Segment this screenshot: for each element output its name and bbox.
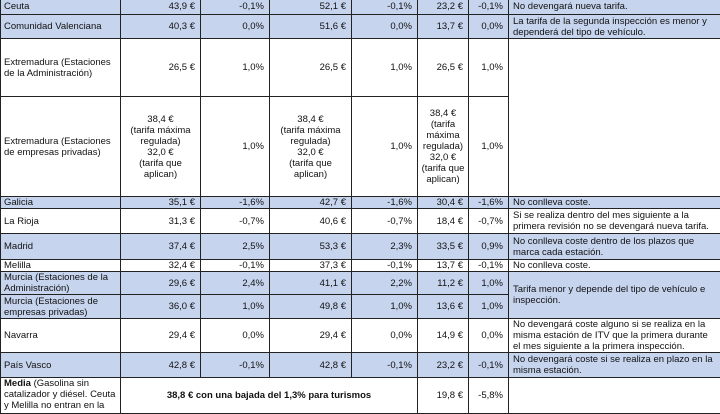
table-row — [1, 39, 720, 97]
tariff-1-cell: 35,1 € — [121, 197, 201, 209]
tariff-line: (tarifa máxima — [130, 124, 191, 136]
region-cell: Extremadura (Estaciones de la Administración) — [1, 39, 121, 97]
region-cell: Galicia — [1, 197, 121, 209]
note-cell — [509, 39, 720, 197]
change-1-cell: -1,6% — [201, 197, 270, 209]
tariff-2-cell — [270, 97, 352, 197]
change-1-cell: 1,0% — [201, 39, 270, 97]
change-3-cell: 1,0% — [469, 272, 509, 295]
change-1-cell: -0,1% — [201, 0, 270, 15]
tariff-3-cell: 13,7 € — [418, 260, 469, 272]
tariff-2-cell: 41,1 € — [270, 272, 352, 295]
change-2-cell: 0,0% — [352, 15, 418, 39]
change-2-cell: -0,1% — [352, 260, 418, 272]
tariff-2-cell: 42,7 € — [270, 197, 352, 209]
tariff-3-cell: 18,4 € — [418, 209, 469, 234]
tariff-1-cell: 40,3 € — [121, 15, 201, 39]
region-cell: País Vasco — [1, 353, 121, 378]
tariff-line: regulada) — [422, 141, 464, 152]
tariff-3-cell: 30,4 € — [418, 197, 469, 209]
change-3-cell: 0,0% — [469, 319, 509, 353]
tariff-1-cell: 31,3 € — [121, 209, 201, 234]
tariff-3-cell — [418, 97, 469, 197]
tariff-1-cell: 29,4 € — [121, 319, 201, 353]
empty-cell — [509, 378, 720, 414]
tariff-1-cell: 42,8 € — [121, 353, 201, 378]
note-cell: No devengará nueva tarifa. — [509, 0, 720, 15]
tariff-1-cell: 37,4 € — [121, 234, 201, 260]
tariff-1-cell: 26,5 € — [121, 39, 201, 97]
note-cell: No conlleva coste. — [509, 197, 720, 209]
table-row — [1, 353, 720, 378]
tariff-1-cell: 36,0 € — [121, 295, 201, 319]
tariff-1-cell: 43,9 € — [121, 0, 201, 15]
tariff-line: aplican) — [426, 174, 460, 185]
tariff-3-cell: 11,2 € — [418, 272, 469, 295]
note-cell: No conlleva coste. — [509, 260, 720, 272]
region-cell: Extremadura (Estaciones de empresas privadas) — [1, 97, 121, 197]
note-cell: No conlleva coste dentro de los plazos que marca cada estación. — [509, 234, 720, 260]
region-cell: Navarra — [1, 319, 121, 353]
tariff-3-cell: 33,5 € — [418, 234, 469, 260]
change-3-cell: 1,0% — [469, 295, 509, 319]
change-2-cell: 0,0% — [352, 319, 418, 353]
region-cell: Melilla — [1, 260, 121, 272]
change-2-cell: 1,0% — [352, 39, 418, 97]
change-1-cell: 0,0% — [201, 319, 270, 353]
change-3-cell: 0,9% — [469, 234, 509, 260]
tariff-line: (tarifa que — [421, 163, 465, 174]
change-2-cell: 2,3% — [352, 234, 418, 260]
tariff-3-cell: 26,5 € — [418, 39, 469, 97]
change-2-cell: -0,1% — [352, 0, 418, 15]
region-cell: Madrid — [1, 234, 121, 260]
change-3-cell: 1,0% — [469, 97, 509, 197]
average-change-3: -5,8% — [469, 378, 509, 414]
note-cell: No devengará coste si se realiza en plazo en la misma estación. — [509, 353, 720, 378]
table-row — [1, 319, 720, 353]
table-row — [1, 260, 720, 272]
change-1-cell: 1,0% — [201, 97, 270, 197]
tariff-2-cell: 51,6 € — [270, 15, 352, 39]
tariff-line: (tarifa que — [289, 157, 332, 169]
note-cell: La tarifa de la segunda inspección es menor y dependerá del tipo de vehículo. — [509, 15, 720, 39]
change-1-cell: -0,7% — [201, 209, 270, 234]
change-2-cell: -0,7% — [352, 209, 418, 234]
change-3-cell: 1,0% — [469, 39, 509, 97]
change-3-cell: -0,1% — [469, 0, 509, 15]
region-cell: Murcia (Estaciones de empresas privadas) — [1, 295, 121, 319]
tariff-1-cell: 32,4 € — [121, 260, 201, 272]
tariff-line: aplican) — [293, 168, 328, 180]
change-3-cell: -0,7% — [469, 209, 509, 234]
region-cell: La Rioja — [1, 209, 121, 234]
table-row — [1, 234, 720, 260]
tariff-2-cell: 42,8 € — [270, 353, 352, 378]
tariff-line: 38,4 € — [429, 108, 457, 119]
average-tariff-3: 19,8 € — [418, 378, 469, 414]
tariff-2-cell: 52,1 € — [270, 0, 352, 15]
tariff-line: 38,4 € — [147, 113, 174, 125]
region-cell: Ceuta — [1, 0, 121, 15]
change-2-cell: 2,2% — [352, 272, 418, 295]
footer-row — [1, 378, 720, 414]
change-3-cell: -0,1% — [469, 353, 509, 378]
change-1-cell: 2,5% — [201, 234, 270, 260]
change-2-cell: -1,6% — [352, 197, 418, 209]
table-body — [1, 0, 720, 414]
change-2-cell: 1,0% — [352, 97, 418, 197]
change-1-cell: 0,0% — [201, 15, 270, 39]
change-1-cell: 1,0% — [201, 295, 270, 319]
tariff-2-cell: 40,6 € — [270, 209, 352, 234]
tariff-line: regulada) — [140, 135, 181, 147]
average-label — [1, 378, 121, 414]
region-cell: Comunidad Valenciana — [1, 15, 121, 39]
average-label-bold: Media — [4, 378, 31, 389]
change-1-cell: -0,1% — [201, 353, 270, 378]
tariff-2-cell: 26,5 € — [270, 39, 352, 97]
note-cell: Si se realiza dentro del mes siguiente a la primera revisión no se devengará nueva tarifa. — [509, 209, 720, 234]
tariff-line: 32,0 € — [297, 146, 324, 158]
table-row — [1, 272, 720, 295]
tariff-3-cell: 13,6 € — [418, 295, 469, 319]
tariff-line: (tarifa — [430, 119, 456, 130]
tariff-line: 32,0 € — [429, 152, 457, 163]
table-row — [1, 15, 720, 39]
average-summary: 38,8 € con una bajada del 1,3% para turismos — [121, 378, 418, 414]
table-row — [1, 0, 720, 15]
tariff-3-cell: 14,9 € — [418, 319, 469, 353]
change-3-cell: -1,6% — [469, 197, 509, 209]
tariff-line: regulada) — [290, 135, 331, 147]
change-1-cell: 2,4% — [201, 272, 270, 295]
change-3-cell: 0,0% — [469, 15, 509, 39]
tariff-3-cell: 23,2 € — [418, 0, 469, 15]
note-cell: No devengará coste alguno si se realiza en la misma estación de ITV que la primera durante el mes siguiente a la primera inspección. — [509, 319, 720, 353]
tariff-line: máxima — [426, 130, 460, 141]
tariff-2-cell: 53,3 € — [270, 234, 352, 260]
table-row — [1, 197, 720, 209]
table-row — [1, 209, 720, 234]
region-cell: Murcia (Estaciones de la Administración) — [1, 272, 121, 295]
tariff-2-cell: 49,8 € — [270, 295, 352, 319]
tariff-line: aplican) — [143, 168, 178, 180]
tariff-3-cell: 23,2 € — [418, 353, 469, 378]
tariff-line: (tarifa que — [139, 157, 182, 169]
change-2-cell: -0,1% — [352, 353, 418, 378]
change-1-cell: -0,1% — [201, 260, 270, 272]
note-cell: Tarifa menor y depende del tipo de vehículo e inspección. — [509, 272, 720, 319]
tariff-line: 32,0 € — [147, 146, 174, 158]
tariff-line: (tarifa máxima — [280, 124, 341, 136]
tariff-1-cell: 29,6 € — [121, 272, 201, 295]
tariff-3-cell: 13,7 € — [418, 15, 469, 39]
change-2-cell: 1,0% — [352, 295, 418, 319]
tariff-2-cell: 37,3 € — [270, 260, 352, 272]
average-label-rest: (Gasolina sin catalizador y diésel. Ceuta y Melilla no entran en la — [4, 378, 116, 411]
change-3-cell: -0,1% — [469, 260, 509, 272]
tariff-line: 38,4 € — [297, 113, 324, 125]
tariff-2-cell: 29,4 € — [270, 319, 352, 353]
tariff-1-cell — [121, 97, 201, 197]
